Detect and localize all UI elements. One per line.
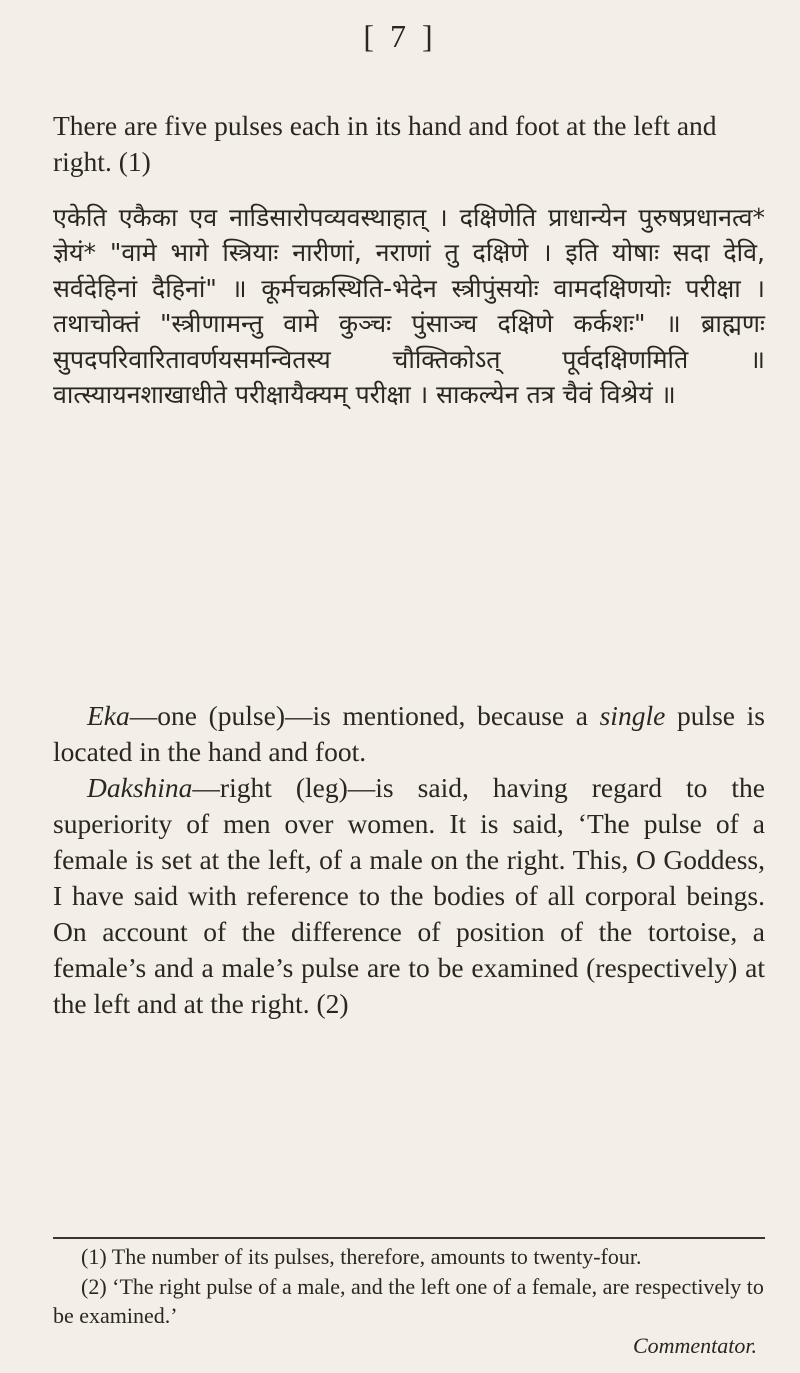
sanskrit-commentary-block: एकेति एकैका एव नाडिसारोपव्यवस्थाहात् । दक्षिणेति प्राधान्येन पुरुषप्रधानत्व* ज्ञेयं* "वामे भागे स्त्रियाः नारीणां, नराणां तु दक्षिणे । इति योषाः सदा देवि, सर्वदेहिनां दैहिनां" ॥ कूर्मचक्रस्थिति-भेदेन स्त्रीपुंसयोः वामदक्षिणयोः परीक्षा । तथाचोक्तं "स्त्रीणामन्तु वामे कुञ्चः पुंसाञ्च दक्षिणे कर्कशः" ॥ ब्राह्मणः सुपदपरिवारितावर्णयसमन्वितस्य चौक्तिकोऽत् पूर्वदक्षिणमिति ॥ वात्स्यायनशाखाधीते परीक्षायैक्यम् परीक्षा । साकल्येन तत्र चैवं विश्रेयं ॥ [53,203,765,410]
footnote-attribution: Commentator. [632,1332,757,1358]
intro-paragraph: There are five pulses each in its hand and foot at the left and right. (1) [53,110,717,177]
commentary-dakshina-text: —right (leg)—is said, having regard to the superiority of men over women. It is said, ‘The pulse of a female is set at the left, of a male on the right. This, O Goddess, I have said with reference to the bodies of all corporal beings. On account of the difference of position of the tortoise, a female’s and a male’s pulse are to be examined (respectively) at the left and at the right. (2) [53,772,765,1019]
term-eka: Eka [87,700,130,731]
footnotes-section [53,1242,765,1360]
term-dakshina: Dakshina [87,772,193,803]
commentary-eka-text: —one (pulse)—is mentioned, because a [129,700,600,731]
commentary-paragraph-dakshina [53,770,765,1022]
commentary-eka-text-end: pulse is located in the hand and foot. [53,700,765,767]
footnote-divider [53,1237,765,1239]
footnote-2: (2) ‘The right pulse of a male, and the left one of a female, are respectively to be examined.’ [53,1273,764,1328]
commentary-translation [53,698,765,1022]
page-number-header: [ 7 ] [363,18,437,54]
footnote-1: (1) The number of its pulses, therefore, amounts to twenty-four. [81,1244,642,1269]
emphasis-single: single [599,700,666,731]
commentary-paragraph-eka [53,698,765,770]
